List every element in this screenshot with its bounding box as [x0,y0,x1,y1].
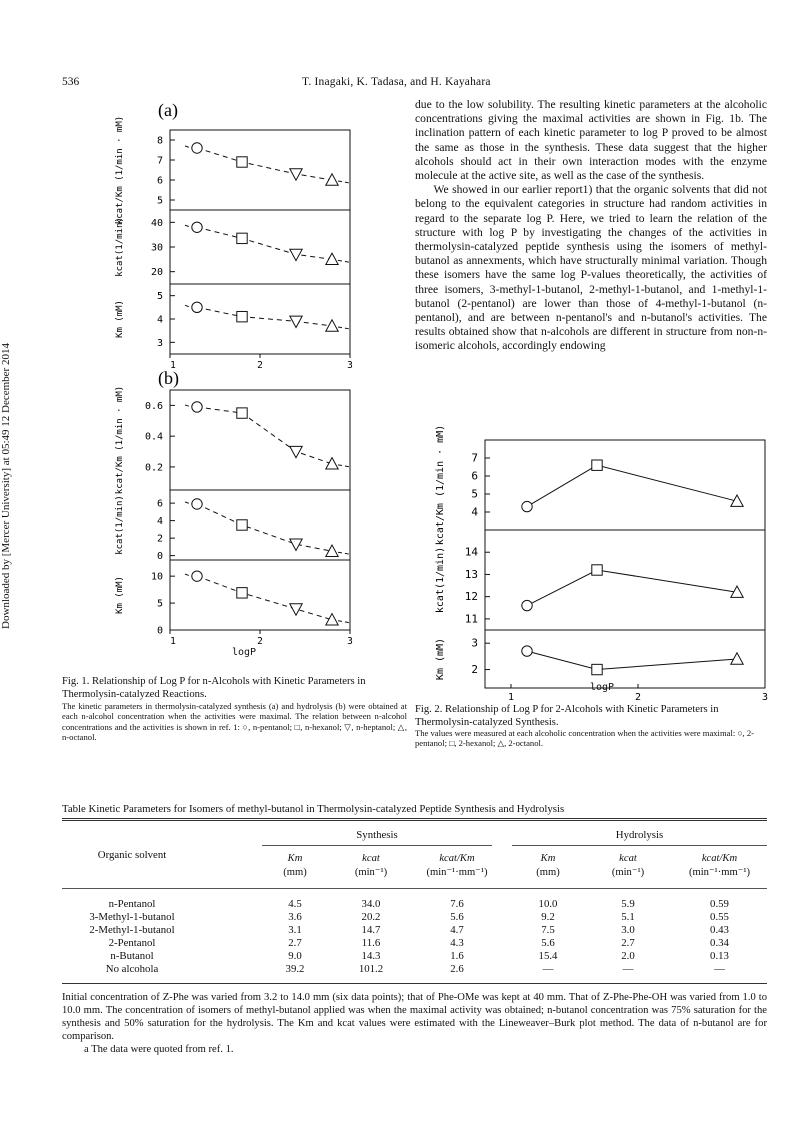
series-line-lead [185,225,191,227]
table-title: Table Kinetic Parameters for Isomers of methyl-butanol in Thermolysin-catalyzed Peptide Synthesis and Hydrolysis [62,803,565,815]
download-note: Downloaded by [Mercer University] at 05:49 12 December 2014 [0,343,12,629]
table-cell: 5.9 [621,898,635,910]
data-point [522,646,532,656]
table-footnote: Initial concentration of Z-Phe was varied from 3.2 to 14.0 mm (six data points); that of Phe-OMe was kept at 40 mm. That of Z-Phe-Phe-OH was varied from 1.0 to 10.0 mm. The concentration of isomers of methyl-butanol applied was when the maximal activity was obtained; n-butanol concentration was 75% saturation for the synthesis and 50% saturation for the hydrolysis. The Km and kcat values were estimated with the Lineweaver–Burk plot method. The data of n-butanol are for comparison. [62,992,767,1042]
table-header-rule [62,888,767,889]
x-tick-label: 3 [347,360,353,371]
paragraph-1: due to the low solubility. The resulting kinetic parameters at the alcoholic concentrations giving the maximal activities are shown in Fig. 1b. The inclination pattern of each kinetic parameter to log P proved to be almost the same as those in the synthesis. These data suggest that the higher alcohols should act in their own interaction modes with the enzyme molecule at the active site, as well as the case of the synthesis. [415,98,767,183]
series-line [197,504,332,551]
table-top-rule-2 [62,820,767,821]
y-axis-label: kcat(1/min) [115,495,125,555]
table-subheader [412,852,502,880]
group-synthesis: Synthesis [356,829,398,841]
fig2-caption-note: The values were measured at each alcoholic concentration when the activities were maximal: ○, 2-pentanol; □, 2-hexanol; △, 2-octanol. [415,728,755,749]
paragraph-2: We showed in our earlier report1) that the organic solvents that did not belong to the equivalent categories in structure had random activities in regard to the separate log P. Here, we tried to learn the relation of the structure with log P by investigating the changes of the activities in thermolysin-catalyzed peptide synthesis using the isomers of methyl-butanol as annexments, which have structurally minimal variation. Though these isomers have the same log P-values theoretically, the activities of three isomers, 3-methyl-1-butanol, 2-methyl-1-butanol, and 1-methyl-1-butanol (2-pentanol) are lower than those of 4-methyl-1-butanol (n-pentanol), and are between n-pentanol's and n-butanol's activities. The results obtained show that n-alcohols are different in structure from non-n-isomeric alcohols, accordingly endowing [415,183,767,353]
table-cell: 2.7 [288,937,302,949]
x-tick-label: 3 [347,636,353,647]
y-tick-label: 6 [471,469,478,483]
subheader-unit: (mm) [283,867,307,878]
y-tick-label: 0.4 [144,431,163,443]
table-cell: — [714,963,725,975]
col-organic-solvent: Organic solvent [97,849,167,861]
table-cell: 1.6 [450,950,464,962]
table-subheader [338,852,404,880]
subheader-symbol: kcat/Km [701,853,738,864]
y-axis-label: Km (mM) [435,637,446,681]
data-point [326,253,338,264]
table-row-solvent: n-Butanol [110,950,154,962]
x-tick-label: 1 [170,636,176,647]
table-footnote-a: a The data were quoted from ref. 1. [84,1044,234,1055]
series-line [527,570,737,606]
y-tick-label: 7 [471,451,478,465]
data-point [592,664,602,674]
fig1-caption-title: Fig. 1. Relationship of Log P for n-Alcohols with Kinetic Parameters in Thermolysin-catalyzed Reactions. [62,676,366,700]
table-subheader [592,852,664,880]
table-cell: 11.6 [361,937,381,949]
subheader-unit: (mm) [536,867,560,878]
series-line-tail [338,465,350,467]
data-point [290,249,302,260]
y-tick-label: 5 [471,487,478,501]
subheader-symbol: Km [540,853,556,864]
x-tick-label: 1 [170,360,176,371]
y-tick-label: 4 [471,505,478,519]
table-cell: 0.59 [710,898,729,910]
table-cell: 101.2 [358,963,384,975]
data-point [326,174,338,185]
y-tick-label: 12 [464,590,478,604]
y-tick-label: 4 [156,314,163,326]
table-cell: 0.13 [710,950,729,962]
y-tick-label: 7 [156,155,163,167]
x-tick-label: 2 [634,692,642,703]
table-cell: 3.6 [288,911,302,923]
running-head-authors: T. Inagaki, K. Tadasa, and H. Kayahara [302,76,491,88]
table-cell: 14.7 [361,924,381,936]
subheader-symbol: kcat [619,853,637,864]
data-point [237,520,247,530]
data-point [290,446,302,457]
table-cell: 5.6 [541,937,555,949]
data-point [592,565,602,575]
subheader-unit: (min⁻¹·mm⁻¹) [688,867,751,878]
table-cell: 0.43 [710,924,729,936]
table-cell: 7.6 [450,898,464,910]
data-point [237,588,247,598]
series-line [527,465,737,506]
y-tick-label: 30 [150,242,163,254]
fig1a-label: (a) [158,100,178,120]
table-subheader [672,852,767,880]
series-line [197,407,332,464]
y-tick-label: 5 [156,195,163,207]
y-axis-label: Km (mM) [115,576,125,614]
table-row-solvent: No alcohola [105,963,159,975]
series-line [197,576,332,620]
fig1-frame [170,130,350,354]
x-tick-label: 3 [761,692,769,703]
data-point [290,169,302,180]
y-tick-label: 10 [150,571,163,583]
series-line [197,307,332,326]
data-point [326,614,338,625]
data-point [192,222,202,232]
y-axis-label: kcat/Km (1/min · mM) [115,115,125,225]
x-tick-label: 2 [257,360,263,371]
series-line [527,651,737,669]
data-point [522,501,532,511]
table-cell: 4.5 [288,898,302,910]
table-cell: 0.55 [710,911,729,923]
y-tick-label: 0.2 [144,462,163,474]
series-line-tail [338,181,350,183]
y-tick-label: 8 [156,135,163,147]
series-line [197,148,332,180]
subheader-symbol: kcat [362,853,380,864]
table-subheader [512,852,584,880]
y-tick-label: 13 [464,567,478,581]
series-line-tail [338,327,350,329]
subheader-unit: (min⁻¹·mm⁻¹) [426,867,488,878]
y-tick-label: 40 [150,217,163,229]
subheader-symbol: Km [287,853,303,864]
series-line [197,227,332,259]
table-bottom-rule [62,983,767,984]
y-tick-label: 2 [156,533,163,545]
fig1-svg [60,92,360,670]
y-axis-label: kcat(1/min) [115,217,125,277]
series-line-lead [185,502,191,504]
table-cell: 34.0 [361,898,381,910]
table-cell: 9.2 [541,911,555,923]
series-line-lead [185,574,191,576]
data-point [192,499,202,509]
table-cell: 0.34 [710,937,729,949]
table-cell: 7.5 [541,924,555,936]
table-row-solvent: 3-Methyl-1-butanol [89,911,175,923]
x-tick-label: 1 [507,692,515,703]
subheader-symbol: kcat/Km [439,853,475,864]
data-point [192,143,202,153]
subheader-unit: (min⁻¹) [354,867,388,878]
y-tick-label: 2 [471,663,478,677]
fig1b-label: (b) [158,368,179,388]
table-cell: 5.6 [450,911,464,923]
data-point [237,408,247,418]
y-tick-label: 0.6 [144,400,163,412]
table-row-solvent: 2-Pentanol [108,937,156,949]
data-point [290,604,302,615]
series-line-tail [338,552,350,554]
table-cell: 2.7 [621,937,635,949]
data-point [192,571,202,581]
y-tick-label: 3 [156,337,163,349]
data-point [192,302,202,312]
data-point [290,316,302,327]
y-tick-label: 14 [464,545,478,559]
data-point [522,600,532,610]
table-top-rule [62,818,767,819]
series-line-lead [185,305,191,307]
fig1-xlabel: logP [232,647,257,658]
table-cell: 2.0 [621,950,635,962]
data-point [731,653,743,664]
y-axis-label: Km (mM) [115,300,125,338]
y-axis-label: kcat/Km (1/min · mM) [435,424,446,546]
table-row-solvent: n-Pentanol [108,898,156,910]
y-tick-label: 6 [156,498,163,510]
table-subheader [262,852,328,880]
table-cell: 4.7 [450,924,464,936]
table-cell: 3.0 [621,924,635,936]
data-point [192,402,202,412]
y-tick-label: 5 [156,598,163,610]
y-tick-label: 3 [471,636,478,650]
table-cell: 20.2 [361,911,381,923]
table-cell: 9.0 [288,950,302,962]
y-tick-label: 11 [464,612,478,626]
fig2-caption-title: Fig. 2. Relationship of Log P for 2-Alcohols with Kinetic Parameters in Thermolysin-catalyzed Synthesis. [415,704,719,728]
data-point [731,495,743,506]
synthesis-rule [262,845,492,846]
y-axis-label: kcat/Km (1/min · mM) [115,385,125,495]
y-tick-label: 0 [156,625,163,637]
hydrolysis-rule [512,845,767,846]
data-point [592,460,602,470]
y-tick-label: 20 [150,267,163,279]
table-cell: 15.4 [538,950,558,962]
table-cell: — [542,963,554,975]
page-number: 536 [62,76,80,88]
table-cell: — [622,963,634,975]
data-point [237,233,247,243]
series-line-tail [338,260,350,262]
table-cell: 14.3 [361,950,381,962]
table-cell: 10.0 [538,898,558,910]
group-hydrolysis: Hydrolysis [615,829,664,841]
table-cell: 3.1 [288,924,302,936]
body-text [415,98,767,354]
subheader-unit: (min⁻¹) [611,867,645,878]
table-cell: 5.1 [621,911,635,923]
y-axis-label: kcat(1/min) [435,546,446,614]
table-cell: 39.2 [285,963,305,975]
series-line-lead [185,405,191,407]
y-tick-label: 6 [156,175,163,187]
fig1-caption-note: The kinetic parameters in thermolysin-catalyzed synthesis (a) and hydrolysis (b) were obtained at each n-alcohol concentration when the activities were maximal. The relation between n-alcohol concentrations and the activities is shown in ref. 1: ○, n-pentanol; □, n-hexanol; ▽, n-heptanol; △, n-octanol. [62,701,407,743]
table-row-solvent: 2-Methyl-1-butanol [89,924,175,936]
x-tick-label: 2 [257,636,263,647]
series-line-lead [185,146,191,148]
data-point [326,458,338,469]
y-tick-label: 5 [156,291,163,303]
table-cell: 4.3 [450,937,464,949]
table-cell: 2.6 [450,963,464,975]
fig2-xlabel: logP [590,682,615,693]
series-line-tail [338,621,350,623]
data-point [326,320,338,331]
data-point [237,311,247,321]
y-tick-label: 4 [156,516,163,528]
data-point [237,157,247,167]
y-tick-label: 0 [156,551,163,563]
